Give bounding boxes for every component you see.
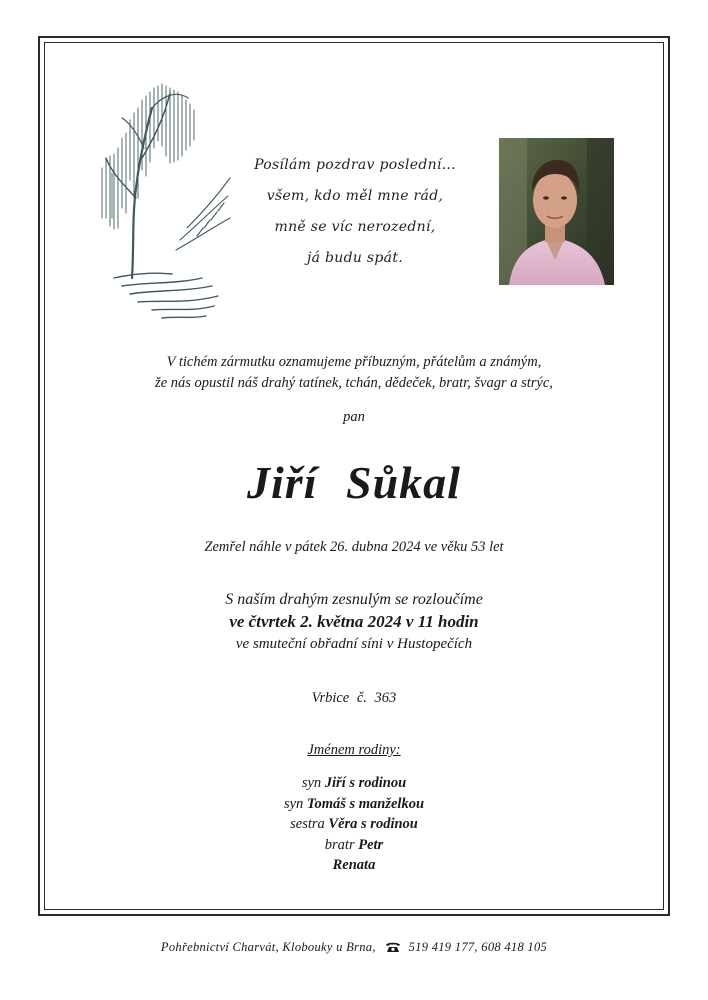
willow-tree-illustration [92,78,242,328]
family-heading: Jménem rodiny: [307,742,401,758]
announcement-line: že nás opustil náš drahý tatínek, tchán, dědeček, bratr, švagr a strýc, [155,375,553,391]
farewell-line: S naším drahým zesnulým se rozloučíme [225,591,483,608]
family-member: sestra Věra s rodinou [290,816,418,832]
phone-numbers: 519 419 177, 608 418 105 [408,940,548,954]
phone-icon [385,941,401,953]
deceased-name: Jiří Sůkal [247,457,461,508]
family-list [60,773,648,876]
funeral-home-name: Pohřebnictví Charvát, Klobouky u Brna, [160,940,376,954]
address: Vrbice č. 363 [311,690,397,706]
death-info: Zemřel náhle v pátek 26. dubna 2024 ve věku 53 let [204,539,504,555]
family-member: Renata [332,857,376,873]
title-pan: pan [343,409,365,425]
portrait-photo [499,138,614,285]
footer [60,940,648,955]
poem-line: všem, kdo měl mne rád, [266,188,444,204]
announcement-line: V tichém zármutku oznamujeme příbuzným, přátelům a známým, [166,354,542,370]
family-member: syn Jiří s rodinou [301,775,407,791]
poem-line: mně se víc nerozední, [274,219,436,235]
announcement [60,352,648,394]
poem-line: já budu spát. [306,250,403,266]
funeral-place: ve smuteční obřadní síni v Hustopečích [235,636,473,652]
poem [250,150,460,274]
funeral-date: ve čtvrtek 2. května 2024 v 11 hodin [229,612,479,631]
farewell-info [60,589,648,655]
poem-line: Posílám pozdrav poslední... [254,157,456,173]
family-member: bratr Petr [324,836,384,853]
family-member: syn Tomáš s manželkou [283,795,425,812]
